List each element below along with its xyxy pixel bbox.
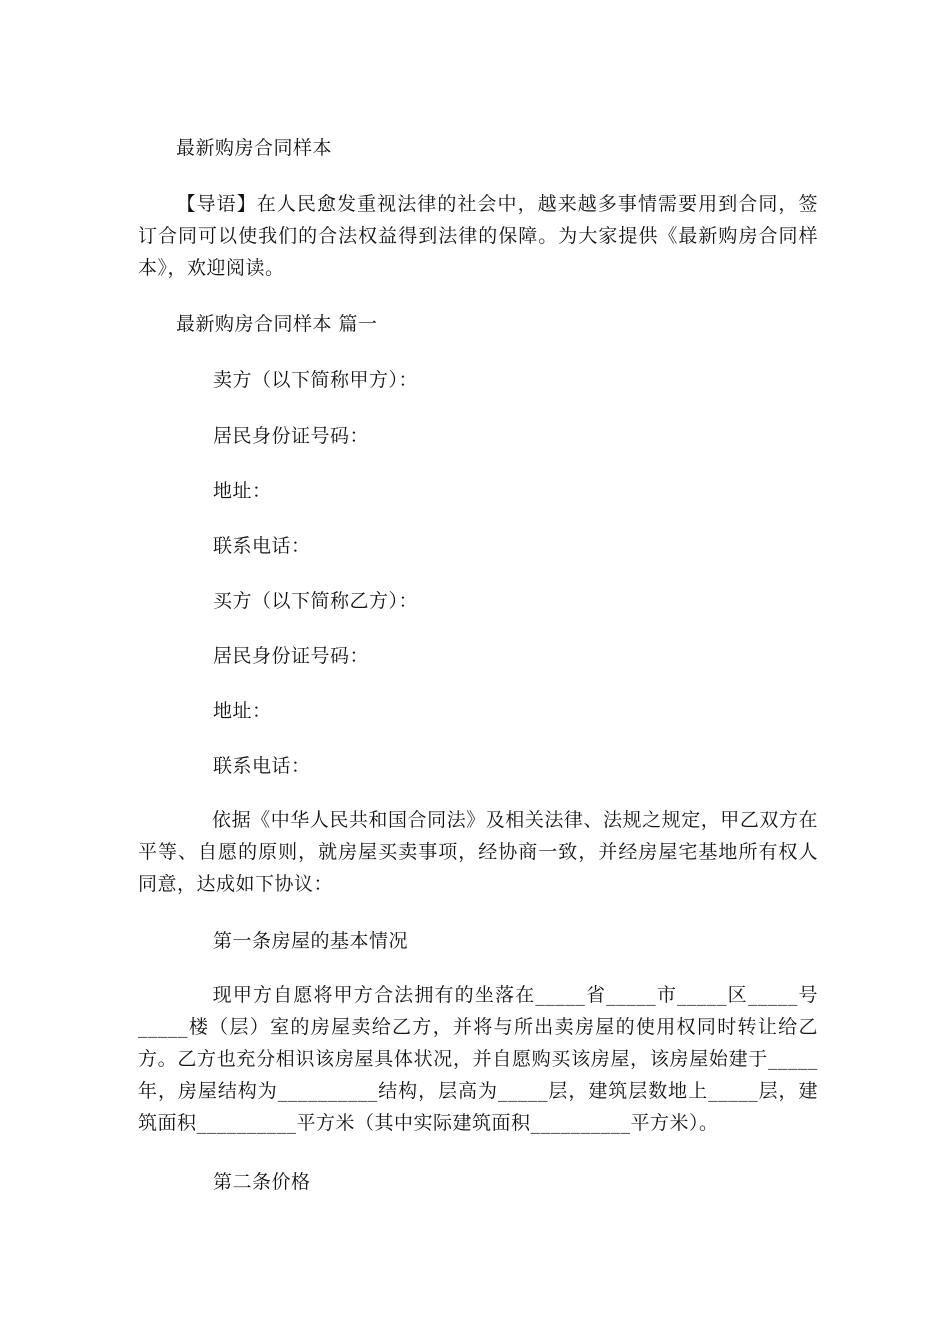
article1-paragraph: [138, 979, 818, 1139]
buyer-id-label: 居民身份证号码：: [213, 645, 370, 667]
seller-address-label: 地址：: [213, 480, 272, 502]
preamble-paragraph: [138, 804, 818, 900]
seller-id-label: 居民身份证号码：: [213, 425, 370, 447]
intro-text: 【导语】在人民愈发重视法律的社会中，越来越多事情需要用到合同，签订合同可以使我们的合法权益得到法律的保障。为大家提供《最新购房合同样本》，欢迎阅读。: [138, 193, 818, 279]
intro-paragraph: [138, 188, 818, 284]
preamble-text: 依据《中华人民共和国合同法》及相关法律、法规之规定，甲乙双方在平等、自愿的原则，就房屋买卖事项，经协商一致，并经房屋宅基地所有权人同意，达成如下协议：: [138, 809, 818, 895]
buyer-label: 买方（以下简称乙方）：: [213, 590, 419, 612]
article1-text: 现甲方自愿将甲方合法拥有的坐落在_____省_____市_____区_____号_____楼（层）室的房屋卖给乙方，并将与所出卖房屋的使用权同时转让给乙方。乙方也充分相识该房屋具体状况，并自愿购买该房屋，该房屋始建于_____年，房屋结构为__________结构，层高为_____层，建筑层数地上_____层，建筑面积__________平方米（其中实际建筑面积__________平方米）。: [138, 984, 818, 1134]
article2-title: 第二条价格: [213, 1171, 311, 1193]
article1-title: 第一条房屋的基本情况: [213, 930, 409, 952]
document-title: 最新购房合同样本: [176, 137, 333, 159]
buyer-phone-label: 联系电话：: [213, 755, 311, 777]
buyer-address-label: 地址：: [213, 700, 272, 722]
section-title: 最新购房合同样本 篇一: [176, 313, 378, 335]
seller-phone-label: 联系电话：: [213, 535, 311, 557]
seller-label: 卖方（以下简称甲方）：: [213, 369, 419, 391]
